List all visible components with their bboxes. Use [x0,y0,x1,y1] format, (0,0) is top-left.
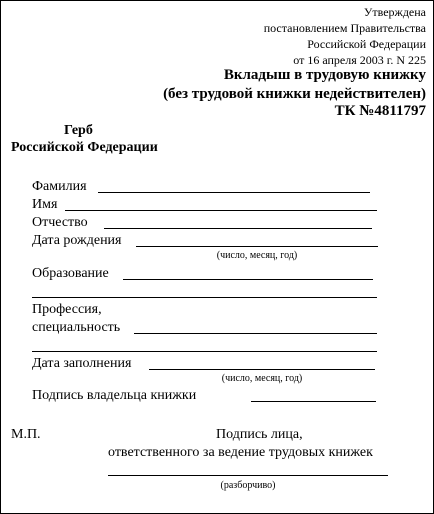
responsible-signature-caption: ответственного за ведение трудовых книжек [108,445,373,460]
name-field-line[interactable] [65,210,377,211]
emblem-label: Герб [64,123,93,138]
education-label: Образование [32,266,109,281]
fill-date-field-line[interactable] [149,369,375,370]
approval-line-4: от 16 апреля 2003 г. N 225 [293,53,426,67]
owner-signature-label: Подпись владельца книжки [32,388,197,403]
surname-label: Фамилия [32,179,87,194]
document-subtitle: (без трудовой книжки недействителен) [163,86,426,102]
legible-hint: (разборчиво) [220,480,276,491]
owner-signature-field-line[interactable] [251,401,376,402]
birth-date-label: Дата рождения [32,233,122,248]
birth-date-format-hint: (число, месяц, год) [216,250,298,261]
fill-date-label: Дата заполнения [32,356,132,371]
specialty-label: специальность [32,320,121,335]
profession-field-line[interactable] [134,333,377,334]
document-title: Вкладыш в трудовую книжку [223,67,426,83]
responsible-signature-label: Подпись лица, [216,427,303,442]
profession-label: Профессия, [32,302,102,317]
birth-date-field-line[interactable] [136,246,378,247]
profession-field-line-2[interactable] [32,351,377,352]
approval-line-2: постановлением Правительства [263,21,426,35]
approval-line-1: Утверждена [363,5,426,19]
responsible-signature-field-line[interactable] [108,475,388,476]
surname-field-line[interactable] [98,192,370,193]
education-field-line-2[interactable] [32,297,377,298]
name-label: Имя [32,197,58,212]
fill-date-format-hint: (число, месяц, год) [221,373,303,384]
stamp-place-label: М.П. [11,427,41,442]
approval-line-3: Российской Федерации [307,37,426,51]
patronymic-label: Отчество [32,215,88,230]
serial-number: ТК №4811797 [334,103,426,119]
emblem-country: Российской Федерации [11,140,158,155]
education-field-line[interactable] [123,279,373,280]
patronymic-field-line[interactable] [104,228,372,229]
